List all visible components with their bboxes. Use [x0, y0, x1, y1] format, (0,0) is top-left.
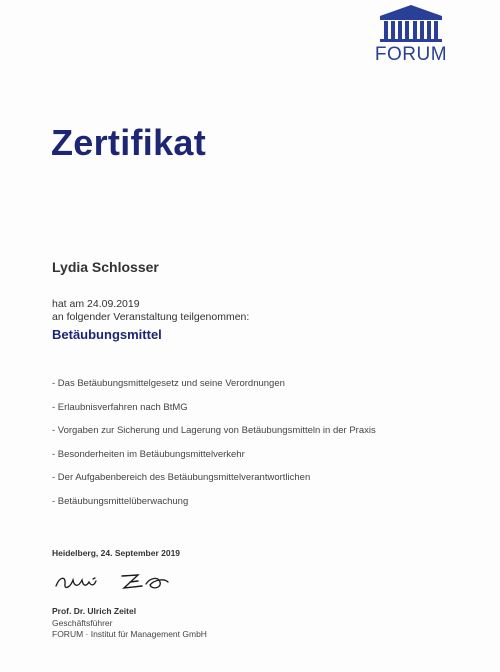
signature-image	[52, 568, 182, 594]
certificate-title: Zertifikat	[51, 122, 207, 163]
topic-item: - Vorgaben zur Sicherung und Lagerung von Betäubungsmitteln in der Praxis	[52, 425, 376, 436]
attended-line: hat am 24.09.2019	[52, 298, 140, 310]
participant-name: Lydia Schlosser	[52, 259, 159, 275]
topic-list	[52, 378, 376, 519]
signer-role: Geschäftsführer	[52, 618, 113, 628]
course-subject: Betäubungsmittel	[52, 327, 162, 342]
event-line: an folgender Veranstaltung teilgenommen:	[52, 311, 250, 323]
logo-text: FORUM	[374, 44, 448, 65]
topic-item: - Der Aufgabenbereich des Betäubungsmittelverantwortlichen	[52, 472, 311, 483]
topic-item: - Erlaubnisverfahren nach BtMG	[52, 401, 188, 413]
topic-item: - Betäubungsmittelüberwachung	[52, 495, 189, 507]
temple-icon	[376, 4, 446, 44]
topic-item: - Das Betäubungsmittelgesetz und seine Verordnungen	[52, 378, 285, 389]
signer-organization: FORUM · Institut für Management GmbH	[52, 629, 207, 639]
forum-logo	[372, 4, 450, 66]
signer-name: Prof. Dr. Ulrich Zeitel	[52, 606, 137, 616]
topic-item: - Besonderheiten im Betäubungsmittelverkehr	[52, 448, 245, 460]
place-date: Heidelberg, 24. September 2019	[52, 548, 181, 558]
